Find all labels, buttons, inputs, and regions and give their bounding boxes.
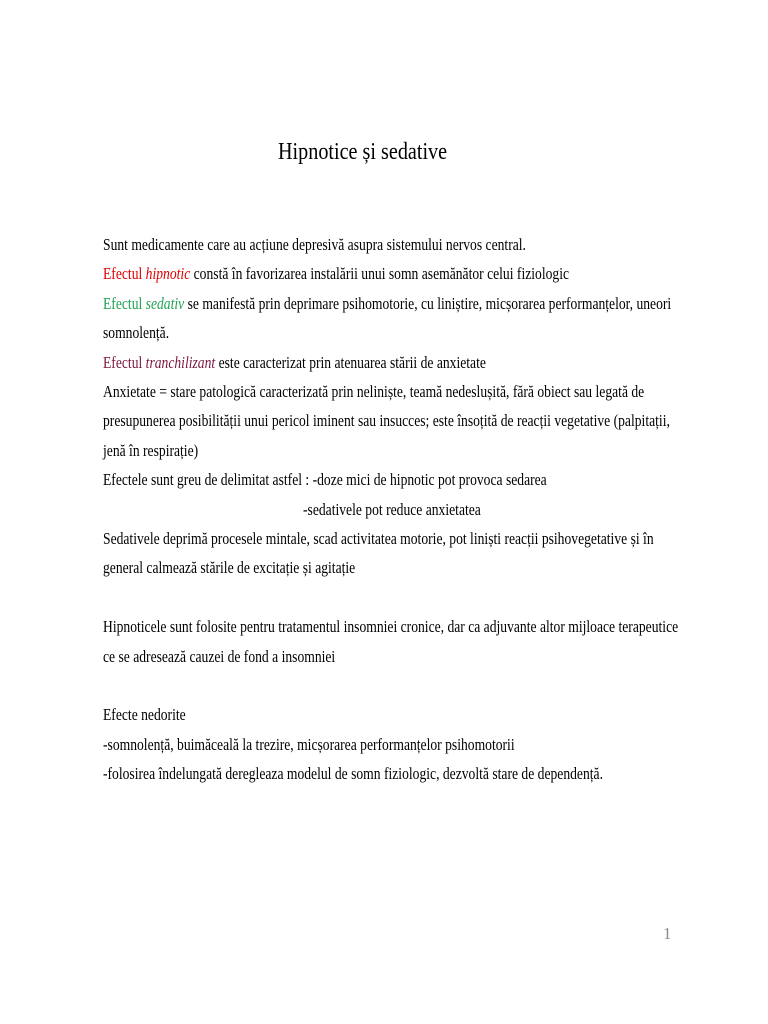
text-line: general calmează stările de excitație și agitație [103,558,356,578]
definition-hipnotic [103,259,570,288]
term-sedativ: sedativ [145,293,185,313]
text-line: Hipnoticele sunt folosite pentru tratamentul insomniei cronice, dar ca adjuvante altor mijloace terapeutice [103,617,679,637]
text-line: Efectele sunt greu de delimitat astfel : -doze mici de hipnotic pot provoca sedarea [103,470,547,490]
effect-label: Efectul [103,293,146,313]
term-tranchilizant: tranchilizant [145,352,216,372]
definition-tranchilizant [103,348,539,377]
term-hipnotic: hipnotic [145,264,191,284]
list-item: -somnolență, buimăceală la trezire, micșorarea performanțelor psihomotorii [103,734,515,754]
section-heading: Efecte nedorite [103,705,186,725]
page-title: Hipnotice și sedative [278,139,448,165]
text-line: somnolență. [103,323,170,343]
text-line: jenă în respirație) [103,440,199,460]
paragraph-gap [103,583,648,612]
text-line: Sunt medicamente care au acțiune depresivă asupra sistemului nervos central. [103,235,526,254]
paragraph-gap [103,671,648,700]
effect-label: Efectul [103,264,146,284]
effect-label: Efectul [103,352,146,372]
text-line: -sedativele pot reduce anxietatea [303,499,481,519]
page-number: 1 [663,924,672,943]
list-item: -folosirea îndelungată deregleaza modelul de somn fiziologic, dezvoltă stare de dependență. [103,764,603,784]
document-body [103,230,679,789]
text-line: ce se adresează cauzei de fond a insomniei [103,646,336,666]
text-line: Sedativele deprimă procesele mintale, scad activitatea motorie, pot liniști reacții psihovegetative și în [103,529,654,549]
text-line: Anxietate = stare patologică caracterizată prin neliniște, teamă nedeslușită, fără obiect sau legată de [103,382,645,402]
definition-text: se manifestă prin deprimare psihomotorie, cu liniștire, micșorarea performanțelor, uneori [184,293,672,313]
definition-text: constă în favorizarea instalării unui somn asemănător celui fiziologic [190,264,570,284]
definition-text: este caracterizat prin atenuarea stării de anxietate [215,352,486,372]
definition-sedativ [103,289,672,318]
text-line: presupunerea posibilității unui pericol iminent sau insucces; este însoțită de reacții vegetative (palpitații, [103,411,670,431]
